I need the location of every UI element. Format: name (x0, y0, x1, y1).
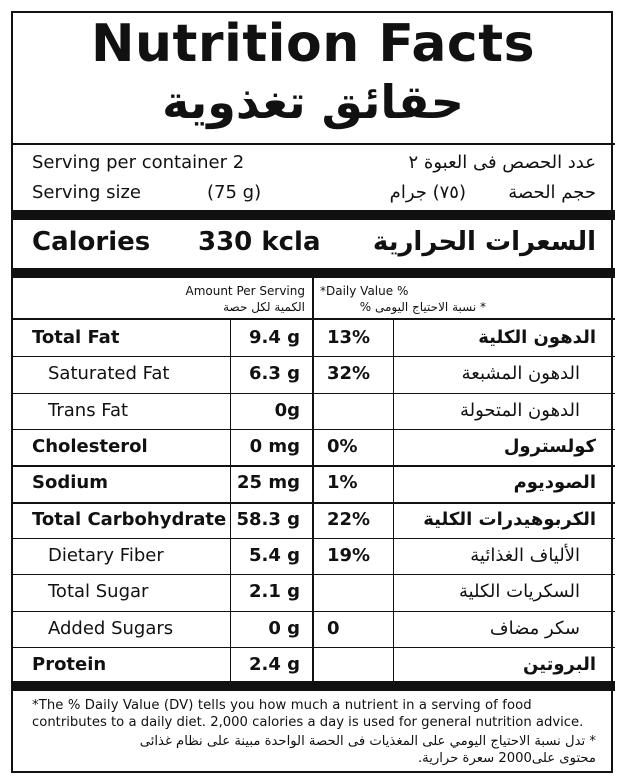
nutrient-name-ar: الصوديوم (513, 472, 596, 493)
nutrient-daily-value: 32% (327, 363, 371, 384)
nutrient-name: Added Sugars (48, 618, 174, 639)
nutrient-name: Protein (32, 654, 107, 675)
nutrient-daily-value: 19% (327, 545, 371, 566)
serving-size-label-ar: حجم الحصة (508, 182, 596, 203)
nutrient-name-ar: البروتين (523, 654, 596, 675)
nutrient-name-ar: كولسترول (503, 436, 596, 457)
serving-size-label: Serving size (32, 182, 142, 203)
nutrient-amount: 0 g (268, 618, 300, 639)
nutrient-name-ar: السكريات الكلية (458, 581, 580, 602)
nutrient-daily-value: 0 (327, 618, 340, 639)
serving-per-container-ar: عدد الحصص فى العبوة ٢ (408, 152, 596, 173)
nutrient-name: Total Fat (32, 327, 120, 348)
column-divider-amount (312, 320, 314, 681)
header-column-divider (312, 278, 314, 318)
calories-label: Calories (32, 227, 151, 257)
divider-thick-calories (11, 268, 615, 278)
serving-per-container: Serving per container 2 (32, 152, 245, 173)
daily-value-header-ar: * نسبة الاحتياج اليومى % (359, 300, 486, 314)
nutrient-amount: 2.1 g (248, 581, 300, 602)
daily-value-header: *Daily Value % (320, 284, 409, 298)
footnote-ar-line2: محتوى على2000 سعرة حرارية. (417, 751, 596, 766)
calories-label-ar: السعرات الحرارية (372, 227, 596, 257)
nutrient-name-ar: الدهون المتحولة (459, 400, 580, 421)
nutrient-name: Trans Fat (48, 400, 129, 421)
nutrient-name-ar: الألياف الغذائية (470, 545, 580, 566)
footnote-en-line1: *The % Daily Value (DV) tells you how much a nutrient in a serving of food (32, 698, 532, 713)
serving-size-value: (75 g) (207, 182, 262, 203)
nutrient-name: Sodium (32, 472, 108, 493)
footnote-en-line2: contributes to a daily diet. 2,000 calories a day is used for general nutrition advice. (32, 715, 584, 730)
nutrient-amount: 0 mg (249, 436, 300, 457)
title-english: Nutrition Facts (90, 14, 536, 74)
nutrient-amount: 6.3 g (248, 363, 300, 384)
calories-value: 330 kcla (198, 227, 321, 257)
nutrient-name: Dietary Fiber (48, 545, 164, 566)
amount-per-serving-header-ar: الكمية لكل حصة (223, 300, 305, 314)
nutrient-name: Total Carbohydrate (32, 509, 227, 530)
nutrient-name: Cholesterol (32, 436, 148, 457)
nutrient-amount: 58.3 g (236, 509, 300, 530)
footnote-ar-line1: * تدل نسبة الاحتياج اليومي على المغذيات فى الحصة الواحدة مبينة على نظام غذائى (139, 734, 596, 749)
column-divider-name (230, 320, 231, 681)
divider-thick-serving (11, 210, 615, 220)
nutrient-name: Saturated Fat (48, 363, 170, 384)
nutrient-name-ar: الكربوهيدرات الكلية (423, 509, 596, 530)
divider-title (11, 143, 615, 145)
nutrient-amount: 2.4 g (248, 654, 300, 675)
column-divider-dv (393, 320, 394, 681)
nutrient-amount: 9.4 g (248, 327, 300, 348)
divider-thick-bottom (11, 681, 615, 691)
nutrient-name: Total Sugar (48, 581, 149, 602)
nutrient-daily-value: 22% (327, 509, 371, 530)
amount-per-serving-header: Amount Per Serving (185, 284, 305, 298)
serving-size-value-ar: (٧٥) جرام (389, 182, 466, 203)
nutrient-name-ar: سكر مضاف (489, 618, 580, 639)
nutrient-amount: 5.4 g (248, 545, 300, 566)
title-arabic: حقائق تغذوية (162, 75, 464, 129)
nutrient-name-ar: الدهون الكلية (478, 327, 596, 348)
nutrient-daily-value: 0% (327, 436, 358, 457)
nutrient-amount: 0g (274, 400, 300, 421)
nutrient-amount: 25 mg (237, 472, 300, 493)
nutrient-name-ar: الدهون المشبعة (461, 363, 580, 384)
nutrient-daily-value: 1% (327, 472, 358, 493)
nutrient-daily-value: 13% (327, 327, 371, 348)
